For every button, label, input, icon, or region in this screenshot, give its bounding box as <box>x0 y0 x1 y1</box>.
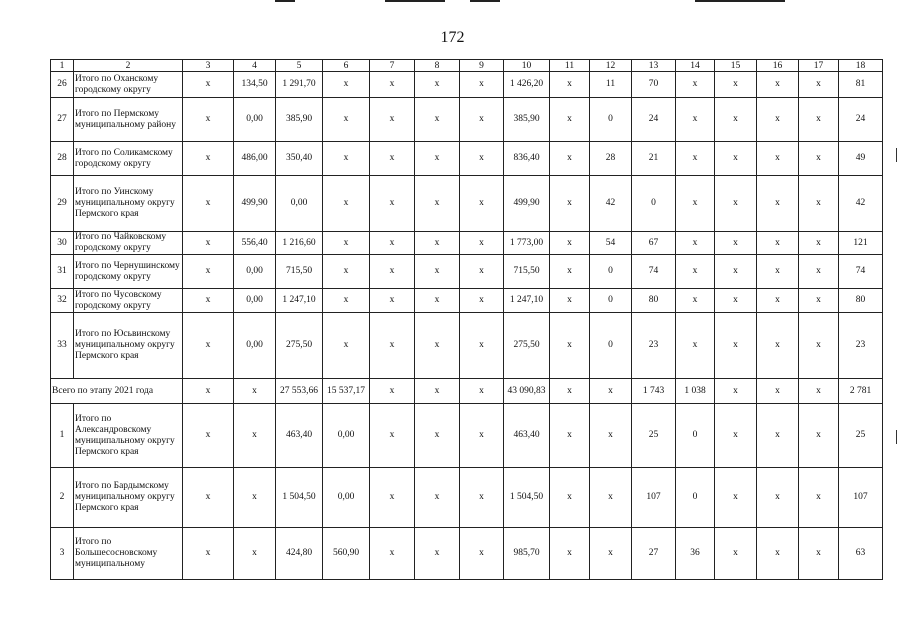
value-cell: х <box>550 255 590 289</box>
value-cell: х <box>799 255 839 289</box>
value-cell: х <box>183 289 234 313</box>
value-cell: х <box>715 528 757 580</box>
value-cell: 1 247,10 <box>276 289 323 313</box>
value-cell: х <box>676 313 715 379</box>
report-table <box>50 59 883 580</box>
value-cell: х <box>415 528 460 580</box>
value-cell: х <box>715 232 757 255</box>
value-cell: х <box>460 289 504 313</box>
value-cell: 80 <box>632 289 676 313</box>
column-number-row <box>51 60 883 72</box>
value-cell: х <box>799 98 839 142</box>
total-row <box>51 379 883 404</box>
value-cell: х <box>715 176 757 232</box>
value-cell: х <box>183 468 234 528</box>
value-cell: х <box>370 176 415 232</box>
value-cell: 63 <box>839 528 883 580</box>
column-number-cell: 18 <box>839 60 883 72</box>
value-cell: х <box>550 289 590 313</box>
row-number-cell: 33 <box>51 313 74 379</box>
column-number-cell: 14 <box>676 60 715 72</box>
value-cell: 121 <box>839 232 883 255</box>
value-cell: 23 <box>632 313 676 379</box>
top-scan-line <box>470 0 500 2</box>
value-cell: 0,00 <box>323 468 370 528</box>
value-cell: 42 <box>839 176 883 232</box>
value-cell: 486,00 <box>234 142 276 176</box>
value-cell: х <box>550 232 590 255</box>
value-cell: х <box>183 232 234 255</box>
value-cell: х <box>757 468 799 528</box>
column-number-cell: 5 <box>276 60 323 72</box>
value-cell: х <box>183 176 234 232</box>
value-cell: х <box>460 404 504 468</box>
value-cell: х <box>715 142 757 176</box>
total-value-cell: х <box>415 379 460 404</box>
value-cell: х <box>757 72 799 98</box>
value-cell: х <box>590 404 632 468</box>
total-value-cell: х <box>799 379 839 404</box>
value-cell: х <box>323 98 370 142</box>
row-number-cell: 3 <box>51 528 74 580</box>
value-cell: х <box>799 176 839 232</box>
value-cell: х <box>323 255 370 289</box>
top-scan-line <box>275 0 295 2</box>
total-value-cell: х <box>757 379 799 404</box>
value-cell: х <box>550 142 590 176</box>
value-cell: 275,50 <box>276 313 323 379</box>
value-cell: х <box>415 255 460 289</box>
column-number-cell: 15 <box>715 60 757 72</box>
column-number-cell: 9 <box>460 60 504 72</box>
value-cell: х <box>460 176 504 232</box>
total-label-cell: Всего по этапу 2021 года <box>51 379 183 404</box>
value-cell: х <box>460 72 504 98</box>
value-cell: 715,50 <box>504 255 550 289</box>
column-number-cell: 1 <box>51 60 74 72</box>
column-number-cell: 7 <box>370 60 415 72</box>
value-cell: х <box>323 232 370 255</box>
row-number-cell: 30 <box>51 232 74 255</box>
value-cell: х <box>715 255 757 289</box>
value-cell: х <box>550 176 590 232</box>
value-cell: х <box>715 313 757 379</box>
value-cell: 0 <box>676 404 715 468</box>
value-cell: 24 <box>632 98 676 142</box>
column-number-cell: 12 <box>590 60 632 72</box>
total-value-cell: х <box>590 379 632 404</box>
municipality-name-cell: Итого по Оханскому городскому округу <box>74 72 183 98</box>
row-number-cell: 28 <box>51 142 74 176</box>
value-cell: 80 <box>839 289 883 313</box>
value-cell: х <box>370 468 415 528</box>
value-cell: х <box>550 528 590 580</box>
value-cell: 28 <box>590 142 632 176</box>
value-cell: х <box>715 404 757 468</box>
municipality-name-cell: Итого по Соликамскому городскому округу <box>74 142 183 176</box>
value-cell: х <box>757 255 799 289</box>
value-cell: 81 <box>839 72 883 98</box>
value-cell: х <box>676 176 715 232</box>
value-cell: х <box>757 232 799 255</box>
table-row <box>51 289 883 313</box>
value-cell: 54 <box>590 232 632 255</box>
value-cell: 74 <box>632 255 676 289</box>
value-cell: х <box>183 98 234 142</box>
column-number-cell: 16 <box>757 60 799 72</box>
total-value-cell: 2 781 <box>839 379 883 404</box>
value-cell: х <box>415 468 460 528</box>
value-cell: х <box>550 468 590 528</box>
row-number-cell: 27 <box>51 98 74 142</box>
value-cell: х <box>715 98 757 142</box>
total-value-cell: 27 553,66 <box>276 379 323 404</box>
value-cell: 74 <box>839 255 883 289</box>
total-value-cell: х <box>234 379 276 404</box>
value-cell: 0,00 <box>234 98 276 142</box>
value-cell: 0 <box>590 255 632 289</box>
value-cell: х <box>799 72 839 98</box>
table-row <box>51 72 883 98</box>
value-cell: х <box>676 289 715 313</box>
value-cell: х <box>323 289 370 313</box>
value-cell: х <box>757 176 799 232</box>
column-number-cell: 11 <box>550 60 590 72</box>
total-value-cell: х <box>183 379 234 404</box>
value-cell: 11 <box>590 72 632 98</box>
value-cell: х <box>323 142 370 176</box>
row-number-cell: 26 <box>51 72 74 98</box>
municipality-name-cell: Итого по Пермскому муниципальному району <box>74 98 183 142</box>
scan-edge-mark <box>896 148 897 162</box>
value-cell: х <box>183 404 234 468</box>
value-cell: х <box>757 404 799 468</box>
value-cell: х <box>757 142 799 176</box>
total-value-cell: х <box>370 379 415 404</box>
column-number-cell: 13 <box>632 60 676 72</box>
table-row <box>51 313 883 379</box>
row-number-cell: 2 <box>51 468 74 528</box>
value-cell: х <box>590 468 632 528</box>
value-cell: х <box>757 98 799 142</box>
column-number-cell: 17 <box>799 60 839 72</box>
value-cell: х <box>590 528 632 580</box>
value-cell: 0 <box>590 98 632 142</box>
value-cell: х <box>676 232 715 255</box>
value-cell: х <box>323 176 370 232</box>
value-cell: х <box>370 528 415 580</box>
value-cell: х <box>799 313 839 379</box>
value-cell: х <box>234 404 276 468</box>
value-cell: 0 <box>632 176 676 232</box>
municipality-name-cell: Итого по Чайковскому городскому округу <box>74 232 183 255</box>
table-row <box>51 232 883 255</box>
value-cell: 385,90 <box>276 98 323 142</box>
value-cell: х <box>460 232 504 255</box>
value-cell: х <box>234 528 276 580</box>
column-number-cell: 6 <box>323 60 370 72</box>
value-cell: 1 504,50 <box>504 468 550 528</box>
total-value-cell: 43 090,83 <box>504 379 550 404</box>
total-value-cell: х <box>550 379 590 404</box>
value-cell: х <box>460 528 504 580</box>
value-cell: 0 <box>590 289 632 313</box>
value-cell: х <box>676 255 715 289</box>
value-cell: 1 291,70 <box>276 72 323 98</box>
value-cell: 715,50 <box>276 255 323 289</box>
page-number: 172 <box>440 29 465 46</box>
value-cell: 24 <box>839 98 883 142</box>
value-cell: х <box>676 72 715 98</box>
municipality-name-cell: Итого по Чернушинскому городскому округу <box>74 255 183 289</box>
row-number-cell: 29 <box>51 176 74 232</box>
value-cell: 560,90 <box>323 528 370 580</box>
column-number-cell: 4 <box>234 60 276 72</box>
value-cell: 0,00 <box>234 289 276 313</box>
value-cell: 463,40 <box>276 404 323 468</box>
value-cell: х <box>799 142 839 176</box>
value-cell: 0 <box>590 313 632 379</box>
value-cell: 25 <box>632 404 676 468</box>
value-cell: 27 <box>632 528 676 580</box>
value-cell: х <box>370 142 415 176</box>
row-number-cell: 31 <box>51 255 74 289</box>
value-cell: х <box>183 255 234 289</box>
value-cell: х <box>460 142 504 176</box>
value-cell: х <box>676 98 715 142</box>
value-cell: х <box>799 404 839 468</box>
value-cell: х <box>415 404 460 468</box>
top-scan-line <box>695 0 785 2</box>
value-cell: х <box>460 468 504 528</box>
value-cell: х <box>415 72 460 98</box>
value-cell: х <box>799 468 839 528</box>
value-cell: 25 <box>839 404 883 468</box>
value-cell: 1 773,00 <box>504 232 550 255</box>
value-cell: х <box>676 142 715 176</box>
value-cell: 23 <box>839 313 883 379</box>
value-cell: 836,40 <box>504 142 550 176</box>
value-cell: х <box>757 528 799 580</box>
value-cell: 556,40 <box>234 232 276 255</box>
municipality-name-cell: Итого по Бардымскому муниципальному округу Пермского края <box>74 468 183 528</box>
value-cell: 463,40 <box>504 404 550 468</box>
value-cell: х <box>370 232 415 255</box>
value-cell: 49 <box>839 142 883 176</box>
column-number-cell: 2 <box>74 60 183 72</box>
table-row <box>51 404 883 468</box>
value-cell: х <box>550 313 590 379</box>
value-cell: 275,50 <box>504 313 550 379</box>
value-cell: х <box>415 232 460 255</box>
value-cell: 985,70 <box>504 528 550 580</box>
value-cell: х <box>550 72 590 98</box>
table-row <box>51 468 883 528</box>
municipality-name-cell: Итого по Александровскому муниципальному округу Пермского края <box>74 404 183 468</box>
value-cell: 0,00 <box>234 255 276 289</box>
total-value-cell: 1 038 <box>676 379 715 404</box>
value-cell: 1 247,10 <box>504 289 550 313</box>
value-cell: х <box>415 176 460 232</box>
value-cell: х <box>370 98 415 142</box>
row-number-cell: 1 <box>51 404 74 468</box>
value-cell: 0 <box>676 468 715 528</box>
total-value-cell: х <box>715 379 757 404</box>
value-cell: х <box>715 289 757 313</box>
scan-edge-mark <box>896 430 897 444</box>
value-cell: х <box>799 289 839 313</box>
value-cell: 107 <box>632 468 676 528</box>
municipality-name-cell: Итого по Большесосновскому муниципальному <box>74 528 183 580</box>
value-cell: х <box>757 289 799 313</box>
value-cell: 1 426,20 <box>504 72 550 98</box>
value-cell: х <box>323 72 370 98</box>
value-cell: 67 <box>632 232 676 255</box>
municipality-name-cell: Итого по Чусовскому городскому округу <box>74 289 183 313</box>
column-number-cell: 10 <box>504 60 550 72</box>
value-cell: 70 <box>632 72 676 98</box>
value-cell: х <box>550 98 590 142</box>
value-cell: 1 216,60 <box>276 232 323 255</box>
municipality-name-cell: Итого по Юсьвинскому муниципальному округу Пермского края <box>74 313 183 379</box>
top-scan-line <box>385 0 445 2</box>
value-cell: 0,00 <box>323 404 370 468</box>
table-row <box>51 98 883 142</box>
value-cell: х <box>370 255 415 289</box>
value-cell: 0,00 <box>276 176 323 232</box>
value-cell: х <box>183 142 234 176</box>
value-cell: х <box>715 72 757 98</box>
column-number-cell: 8 <box>415 60 460 72</box>
value-cell: х <box>415 98 460 142</box>
value-cell: х <box>715 468 757 528</box>
value-cell: х <box>234 468 276 528</box>
value-cell: 0,00 <box>234 313 276 379</box>
value-cell: 350,40 <box>276 142 323 176</box>
value-cell: х <box>370 404 415 468</box>
value-cell: 36 <box>676 528 715 580</box>
total-value-cell: х <box>460 379 504 404</box>
value-cell: 499,90 <box>234 176 276 232</box>
value-cell: х <box>460 255 504 289</box>
table-row <box>51 176 883 232</box>
municipality-name-cell: Итого по Уинскому муниципальному округу Пермского края <box>74 176 183 232</box>
value-cell: х <box>415 313 460 379</box>
value-cell: х <box>370 313 415 379</box>
total-value-cell: 15 537,17 <box>323 379 370 404</box>
value-cell: х <box>799 232 839 255</box>
value-cell: х <box>550 404 590 468</box>
value-cell: 21 <box>632 142 676 176</box>
value-cell: 424,80 <box>276 528 323 580</box>
row-number-cell: 32 <box>51 289 74 313</box>
total-value-cell: 1 743 <box>632 379 676 404</box>
value-cell: х <box>460 98 504 142</box>
value-cell: 499,90 <box>504 176 550 232</box>
value-cell: х <box>415 142 460 176</box>
column-number-cell: 3 <box>183 60 234 72</box>
table-row <box>51 142 883 176</box>
value-cell: х <box>183 313 234 379</box>
value-cell: х <box>370 289 415 313</box>
value-cell: х <box>370 72 415 98</box>
value-cell: 107 <box>839 468 883 528</box>
table-row <box>51 255 883 289</box>
value-cell: 42 <box>590 176 632 232</box>
value-cell: 1 504,50 <box>276 468 323 528</box>
value-cell: х <box>183 72 234 98</box>
value-cell: х <box>757 313 799 379</box>
value-cell: х <box>799 528 839 580</box>
value-cell: х <box>183 528 234 580</box>
value-cell: х <box>323 313 370 379</box>
table-row <box>51 528 883 580</box>
value-cell: 134,50 <box>234 72 276 98</box>
value-cell: 385,90 <box>504 98 550 142</box>
value-cell: х <box>460 313 504 379</box>
value-cell: х <box>415 289 460 313</box>
